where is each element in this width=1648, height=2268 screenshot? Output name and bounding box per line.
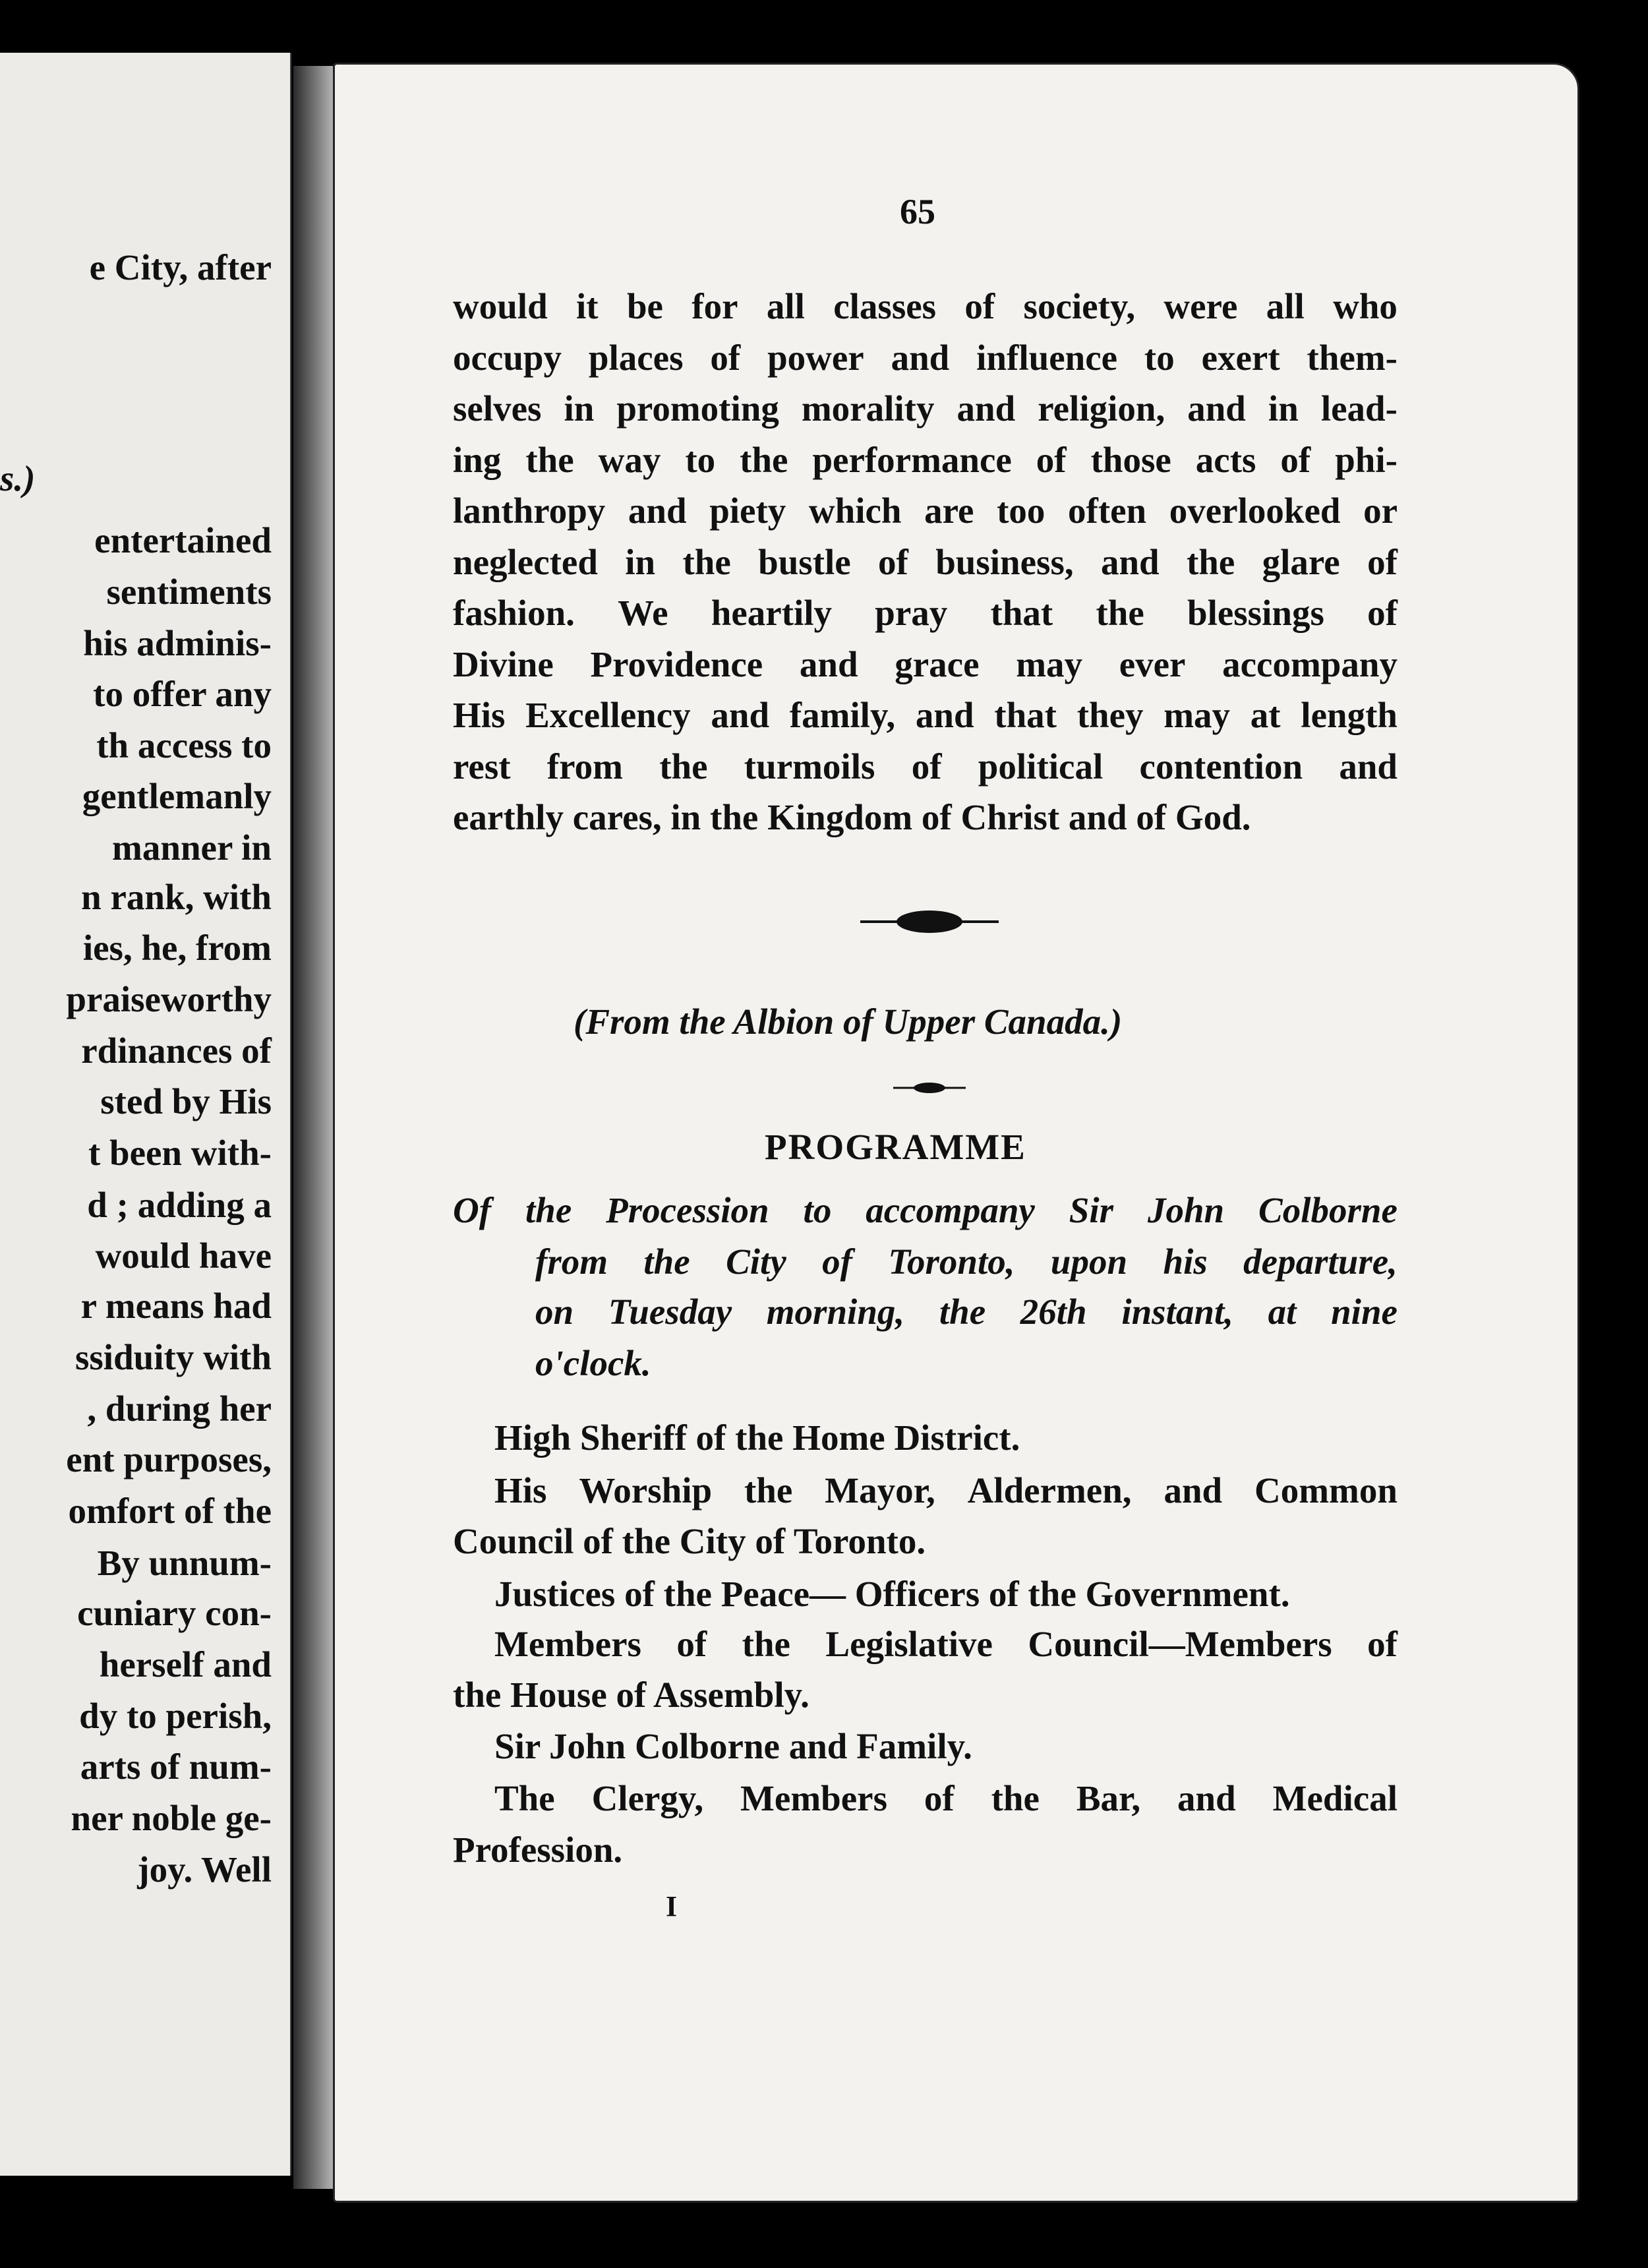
word: Common [1254,1470,1398,1510]
word: the [525,1190,572,1230]
word: on [535,1292,574,1332]
body-line [453,337,1398,378]
left-page-line: sted by His [100,1081,272,1121]
word: in [1268,388,1299,429]
word: who [1333,286,1398,326]
ornament-divider-large [860,909,999,935]
word: family, [789,695,896,735]
word: performance [812,439,1012,480]
word: of [676,1624,707,1664]
word: turmoils [744,746,875,787]
word: would [453,286,548,326]
word: power [767,337,864,378]
left-page-line: arts of num- [80,1746,272,1787]
programme-title: PROGRAMME [765,1127,1026,1167]
word: influence [976,337,1118,378]
word: his [1163,1241,1208,1282]
word: Procession [606,1190,769,1230]
word: may [1016,643,1083,684]
word: Worship [579,1470,713,1510]
procession-line [494,1626,1398,1662]
left-page-line: to offer any [93,674,272,714]
left-page-line: omfort of the [68,1491,272,1531]
left-page-line: entertained [94,520,272,560]
word: all [1266,286,1305,326]
left-page-line: ner noble ge- [71,1798,272,1838]
word: of [1036,439,1067,480]
body-line [453,595,1398,631]
word: to [1144,337,1175,378]
word: in [625,541,656,582]
word: Legislative [825,1624,993,1664]
procession-line [494,1472,1398,1508]
left-page-fragment [0,53,291,2176]
word: the [525,439,574,480]
body-line [453,541,1398,582]
word: accompany [866,1190,1035,1230]
left-page-line: th access to [96,725,272,765]
word: of [1367,593,1398,633]
word: them- [1307,337,1398,378]
word: 26th [1020,1292,1087,1332]
word: the [1096,593,1144,633]
page-number: 65 [900,192,935,231]
left-page-line: joy. Well [137,1849,272,1890]
word: of [1367,1624,1398,1664]
word: the [1186,541,1235,582]
word: business, [935,541,1074,582]
word: grace [895,643,980,684]
word: and [711,695,770,735]
word: they [1076,695,1144,735]
word: piety [709,491,786,531]
word: from [546,746,623,787]
word: that [994,695,1057,735]
word: the [991,1778,1040,1818]
body-line [453,748,1398,785]
left-page-line: praiseworthy [66,979,272,1019]
left-page-line: By unnum- [97,1543,272,1583]
word: the [742,1624,790,1664]
word: neglected [453,541,598,582]
body-line [453,390,1398,427]
word: and [1187,388,1246,429]
word: of [710,337,741,378]
left-page-line: his adminis- [83,623,272,663]
word: those [1090,439,1171,480]
left-page-line: herself and [99,1644,272,1685]
subtitle-line [535,1243,1398,1280]
word: exert [1201,337,1280,378]
word: and [1177,1778,1236,1818]
word: Excellency [525,695,691,735]
body-line [453,643,1398,684]
left-page-line: would have [95,1236,272,1276]
word: of [1280,439,1311,480]
word: and [891,337,950,378]
word: the [740,439,788,480]
subtitle-line [535,1294,1398,1330]
word: at [1250,695,1281,735]
body-line [453,697,1398,733]
word: to [803,1190,832,1230]
procession-line: Council of the City of Toronto. [453,1521,926,1561]
word: society, [1023,286,1136,326]
left-page-line: sentiments [106,572,272,612]
procession-line: Sir John Colborne and Family. [494,1726,972,1766]
word: lanthropy [453,491,606,531]
left-page-line: manner in [112,827,272,868]
left-page-line: dy to perish, [79,1696,272,1736]
word: pray [875,593,948,633]
word: Clergy, [591,1778,704,1818]
word: Medical [1272,1778,1398,1818]
word: bustle [758,541,851,582]
word: accompany [1222,643,1398,684]
word: rest [453,746,511,787]
word: of [964,286,995,326]
word: morning, [766,1292,905,1332]
word: length [1301,695,1398,735]
word: Divine [453,643,554,684]
word: and [915,695,974,735]
word: may [1163,695,1231,735]
word: of [1367,541,1398,582]
ornament-divider-small [893,1080,966,1096]
word: of [878,541,908,582]
word: and [799,643,858,684]
body-line [453,439,1398,480]
procession-line [494,1780,1398,1816]
word: blessings [1187,593,1324,633]
left-page-line: ent purposes, [66,1439,272,1479]
word: for [692,286,738,326]
word: City [726,1241,786,1282]
word: overlooked [1169,491,1341,531]
body-line [453,492,1398,529]
word: political [978,746,1104,787]
word: from [535,1241,608,1282]
word: Of [453,1190,492,1230]
left-page-line: gentlemanly [82,776,272,816]
left-page-line: rdinances of [81,1030,272,1071]
left-page-line: ssiduity with [74,1337,272,1377]
word: that [990,593,1053,633]
word: upon [1050,1241,1128,1282]
left-page-line: , during her [87,1388,272,1429]
signature-mark: I [666,1890,678,1923]
word: fashion. [453,593,575,633]
word: His [453,695,506,735]
word: of [911,746,942,787]
word: ever [1119,643,1186,684]
word: morality [801,388,935,429]
source-note: (From the Albion of Upper Canada.) [574,1001,1123,1042]
word: of [924,1778,955,1818]
word: the [659,746,708,787]
procession-line: the House of Assembly. [453,1675,809,1715]
word: Members [494,1624,641,1664]
word: are [924,491,974,531]
word: of [822,1241,852,1282]
word: religion, [1038,388,1165,429]
word: John [1147,1190,1225,1230]
word: glare [1262,541,1340,582]
word: departure, [1243,1241,1398,1282]
word: it [576,286,599,326]
left-page-line: e City, after [89,247,272,287]
word: selves [453,388,542,429]
procession-line: Profession. [453,1830,623,1870]
word: too [997,491,1045,531]
word: the [643,1241,690,1282]
word: Toronto, [888,1241,1015,1282]
left-page-line: n rank, with [81,877,272,917]
left-page-line: r means had [80,1286,272,1326]
word: classes [833,286,937,326]
subtitle-line [453,1192,1398,1228]
word: Members [740,1778,887,1818]
word: Providence [590,643,763,684]
word: way [598,439,661,480]
word: and [628,491,687,531]
word: Tuesday [608,1292,732,1332]
word: and [1339,746,1398,787]
word: phi- [1335,439,1398,480]
word: Aldermen, [967,1470,1132,1510]
left-page-line: cuniary con- [77,1593,272,1633]
word: contention [1139,746,1303,787]
word: occupy [453,337,562,378]
word: all [766,286,805,326]
subtitle-line: o'clock. [535,1343,651,1383]
word: Mayor, [825,1470,935,1510]
word: often [1068,491,1147,531]
word: nine [1331,1292,1398,1332]
word: ing [453,439,502,480]
word: lead- [1320,388,1398,429]
word: Bar, [1076,1778,1141,1818]
body-line: earthly cares, in the Kingdom of Christ and of God. [453,797,1251,837]
word: to [685,439,716,480]
word: were [1163,286,1238,326]
left-page-line: ies, he, from [82,928,272,968]
left-page-line: s.) [0,458,36,498]
word: or [1363,491,1398,531]
word: the [939,1292,986,1332]
procession-line: Justices of the Peace— Officers of the Government. [494,1574,1290,1614]
word: Council—Members [1028,1624,1332,1664]
word: Sir [1069,1190,1114,1230]
word: be [626,286,663,326]
word: heartily [711,593,833,633]
left-page-line: t been with- [88,1133,272,1173]
word: and [956,388,1016,429]
word: and [1100,541,1160,582]
word: The [494,1778,555,1818]
word: the [682,541,731,582]
word: His [494,1470,547,1510]
word: the [744,1470,793,1510]
word: promoting [616,388,779,429]
word: We [618,593,668,633]
word: which [808,491,902,531]
procession-line: High Sheriff of the Home District. [494,1418,1020,1458]
word: instant, [1121,1292,1233,1332]
word: places [588,337,684,378]
word: Colborne [1258,1190,1398,1230]
word: in [564,388,595,429]
word: at [1268,1292,1297,1332]
left-page-line: d ; adding a [87,1185,272,1225]
word: and [1163,1470,1223,1510]
word: acts [1195,439,1256,480]
body-line [453,288,1398,324]
